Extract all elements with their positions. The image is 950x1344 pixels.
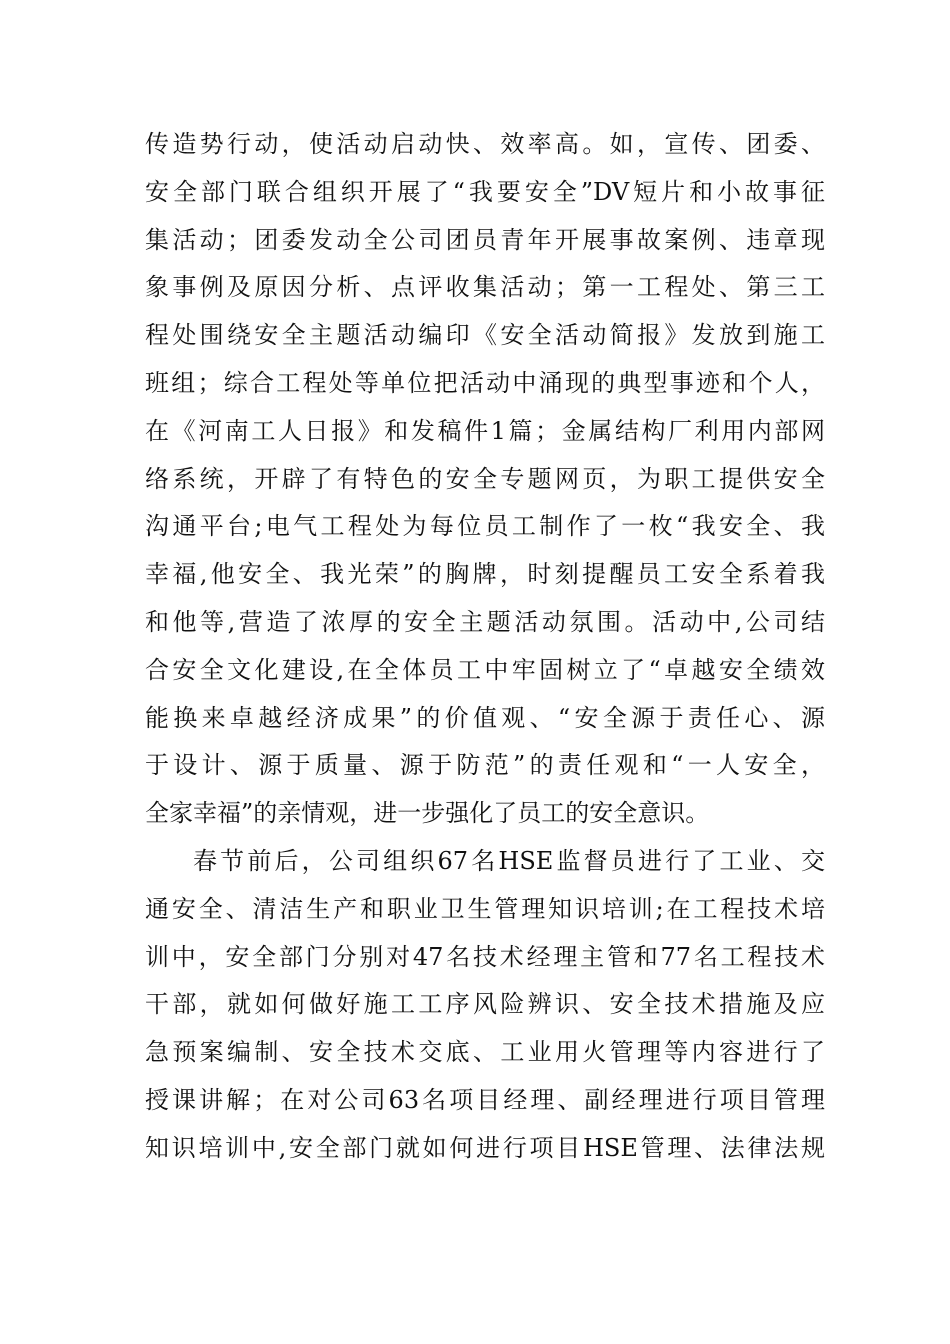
paragraph-1-line: 幸福,他安全、我光荣”的胸牌，时刻提醒员工安全系着我 [145,560,825,588]
paragraph-1-line: 沟通平台;电气工程处为每位员工制作了一枚“我安全、我 [145,512,825,540]
paragraph-1-line: 能换来卓越经济成果”的价值观、“安全源于责任心、源 [145,704,825,732]
paragraph-2-line: 授课讲解；在对公司63名项目经理、副经理进行项目管理 [145,1086,825,1114]
paragraph-2-line: 通安全、清洁生产和职业卫生管理知识培训;在工程技术培 [145,895,825,923]
paragraph-2-line: 干部，就如何做好施工工序风险辨识、安全技术措施及应 [145,990,825,1018]
paragraph-1-line: 在《河南工人日报》和发稿件1篇；金属结构厂利用内部网 [145,417,825,445]
paragraph-1-line: 于设计、源于质量、源于防范”的责任观和“一人安全， [145,751,825,779]
paragraph-1-line: 传造势行动，使活动启动快、效率高。如，宣传、团委、 [145,130,825,158]
paragraph-1-line: 和他等,营造了浓厚的安全主题活动氛围。活动中,公司结 [145,608,825,636]
paragraph-1-line: 集活动；团委发动全公司团员青年开展事故案例、违章现 [145,226,825,254]
paragraph-1-line: 络系统，开辟了有特色的安全专题网页，为职工提供安全 [145,465,825,493]
paragraph-1-line: 象事例及原因分析、点评收集活动；第一工程处、第三工 [145,273,825,301]
paragraph-1-line: 全家幸福”的亲情观，进一步强化了员工的安全意识。 [145,799,710,827]
paragraph-2-line: 知识培训中,安全部门就如何进行项目HSE管理、法律法规 [145,1134,825,1162]
paragraph-1-line: 安全部门联合组织开展了“我要安全”DV短片和小故事征 [145,178,825,206]
paragraph-2-line: 训中，安全部门分别对47名技术经理主管和77名工程技术 [145,943,825,971]
paragraph-2-line: 急预案编制、安全技术交底、工业用火管理等内容进行了 [145,1038,825,1066]
paragraph-2-line: 春节前后，公司组织67名HSE监督员进行了工业、交 [193,847,825,875]
paragraph-1-line: 程处围绕安全主题活动编印《安全活动简报》发放到施工 [145,321,825,349]
paragraph-1-line: 合安全文化建设,在全体员工中牢固树立了“卓越安全绩效 [145,656,825,684]
paragraph-1-line: 班组；综合工程处等单位把活动中涌现的典型事迹和个人， [145,369,825,397]
